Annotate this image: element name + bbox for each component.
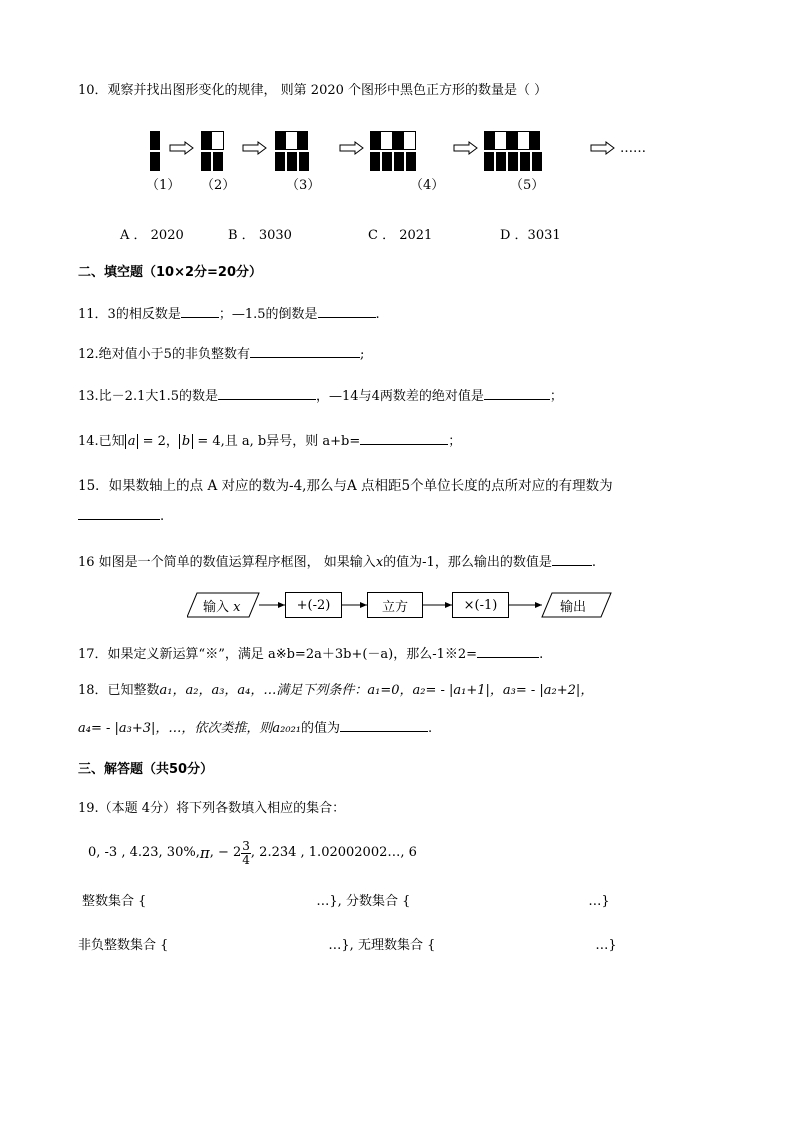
question-10: 10．观察并找出图形变化的规律， 则第 2020 个图形中黑色正方形的数量是（ ） — [78, 83, 548, 98]
question-17 — [78, 643, 543, 664]
option-b: B ． 3030 — [228, 228, 292, 243]
flow-output-label: 输出 — [560, 600, 587, 615]
black-square — [406, 152, 416, 171]
q18-text-line2b: 的值为 — [301, 721, 341, 736]
black-square — [201, 152, 211, 171]
black-square — [393, 131, 403, 150]
question-19-title: 19.（本题 4分）将下列各数填入相应的集合： — [78, 801, 346, 816]
arrow-head-icon — [535, 602, 542, 608]
q18-target: a₂₀₂₁ — [272, 721, 302, 736]
black-square — [275, 131, 285, 150]
answer-blank[interactable] — [318, 303, 376, 318]
white-square — [403, 131, 416, 150]
q18-text-intro: 18．已知整数 — [78, 683, 160, 698]
black-square — [370, 152, 380, 171]
black-square — [287, 152, 297, 171]
q19-numbers-c: , 2.23̇4̇ , 1.02002002…, 6 — [250, 845, 417, 860]
right-arrow-icon — [339, 141, 365, 155]
q18-sequence: a₁，a₂，a₃，a₄，…满足下列条件：a₁=0，a₂= - |a₁+1|，a₃= - |a₂+2|， — [159, 683, 594, 698]
black-square — [520, 152, 530, 171]
q15-text-b: . — [160, 509, 165, 524]
answer-blank[interactable] — [484, 385, 550, 400]
flow-input-text: 输入 — [203, 600, 230, 615]
section-score: （10×2分=20分） — [143, 265, 263, 280]
answer-blank[interactable] — [78, 505, 160, 520]
answer-blank[interactable] — [477, 643, 539, 658]
option-c: C ． 2021 — [368, 228, 433, 243]
set-irrational-end: …} — [595, 938, 617, 953]
white-square — [380, 131, 393, 150]
section-3-heading — [78, 761, 213, 779]
arrow-head-icon — [278, 602, 285, 608]
black-square — [508, 152, 518, 171]
right-arrow-icon — [590, 141, 616, 155]
answer-blank[interactable] — [181, 303, 219, 318]
figure-caption-5: （5） — [510, 178, 545, 193]
question-18-line-2 — [78, 717, 432, 738]
question-14 — [78, 430, 461, 451]
answer-blank[interactable] — [360, 430, 448, 445]
q13-text-a: 13.比－2.1大1.5的数是 — [78, 389, 219, 404]
fraction-three-quarters — [241, 840, 251, 867]
black-square — [275, 152, 285, 171]
q16-text-c: . — [591, 555, 596, 570]
abs-a: a — [125, 434, 139, 449]
answer-blank[interactable] — [218, 385, 316, 400]
black-square — [530, 131, 540, 150]
set-integers-label: 整数集合 { — [82, 894, 147, 909]
figure-caption-3: （3） — [286, 178, 321, 193]
q11-text-a: 11．3的相反数是 — [78, 307, 181, 322]
black-square — [484, 131, 494, 150]
right-arrow-icon — [169, 141, 195, 155]
q14-text-eq2: = 4,且 a, b异号，则 a+b= — [193, 434, 361, 449]
black-square — [507, 131, 517, 150]
right-arrow-icon — [453, 141, 479, 155]
q19-numbers-a: 0, -3 , 4.23, 30%, — [88, 845, 200, 860]
section-2-heading — [78, 264, 262, 282]
set-fractions-label: …}, 分数集合 { — [316, 894, 411, 909]
question-12 — [78, 343, 364, 364]
ellipsis: …… — [620, 141, 646, 156]
pi-symbol: π — [199, 844, 210, 862]
q11-text-c: . — [375, 307, 380, 322]
answer-blank[interactable] — [250, 343, 360, 358]
set-nonneg-label: 非负整数集合 { — [78, 938, 169, 953]
q18-text-line2: a₄= - |a₃+3|，…，依次类推，则 — [78, 721, 273, 736]
black-square — [299, 152, 309, 171]
q14-text-c: ； — [448, 434, 462, 449]
q16-text-b: 的值为-1，那么输出的数值是 — [383, 555, 552, 570]
set-integers-row — [82, 893, 610, 911]
abs-b: b — [179, 434, 193, 449]
question-11 — [78, 303, 380, 324]
q16-text-a: 16 如图是一个简单的数值运算程序框图， 如果输入 — [78, 555, 376, 570]
q14-text-eq1: = 2， — [138, 434, 179, 449]
flow-input-variable: x — [233, 600, 241, 615]
arrow-head-icon — [445, 602, 452, 608]
question-18-line-1 — [78, 682, 593, 700]
q18-text-end: . — [428, 721, 433, 736]
black-square — [370, 131, 380, 150]
q12-text-a: 12.绝对值小于5的非负整数有 — [78, 347, 250, 362]
figure-caption-2: （2） — [201, 178, 236, 193]
q14-text-a: 14.已知 — [78, 434, 125, 449]
black-square — [150, 131, 160, 150]
black-square — [484, 152, 494, 171]
section-title: 三、解答题（共50分） — [78, 762, 214, 777]
section-title: 二、填空题 — [78, 265, 144, 280]
fraction-numerator: 3 — [242, 838, 250, 853]
fraction-denominator: 4 — [242, 852, 250, 867]
question-15: 15．如果数轴上的点 A 对应的数为-4,那么与A 点相距5个单位长度的点所对应的有理数为 — [78, 478, 613, 494]
black-square — [150, 152, 160, 171]
black-square — [213, 152, 223, 171]
figure-caption-4: （4） — [410, 178, 445, 193]
question-13 — [78, 385, 563, 406]
q13-text-b: ，—14与4两数差的绝对值是 — [316, 389, 484, 404]
black-square — [382, 152, 392, 171]
black-square — [496, 152, 506, 171]
white-square — [494, 131, 507, 150]
figure-caption-1: （1） — [146, 178, 181, 193]
flowchart — [187, 592, 612, 618]
white-square — [285, 131, 298, 150]
set-irrational-label: …}, 无理数集合 { — [328, 938, 436, 953]
q17-text-a: 17．如果定义新运算“※”，满足 a※b=2a＋3b+(－a)，那么-1※2= — [78, 647, 478, 662]
black-square — [532, 152, 542, 171]
flow-step-multiply: ×(-1) — [452, 592, 509, 618]
q11-text-b: ；—1.5的倒数是 — [218, 307, 318, 322]
flow-step-cube: 立方 — [367, 592, 423, 618]
black-square — [201, 131, 211, 150]
question-16 — [78, 551, 596, 572]
answer-blank[interactable] — [340, 717, 428, 732]
answer-blank[interactable] — [552, 551, 592, 566]
q13-text-c: ； — [549, 389, 563, 404]
option-d: D ．3031 — [500, 228, 561, 243]
set-nonneg-row — [78, 937, 617, 955]
option-a: A ． 2020 — [120, 228, 184, 243]
black-square — [298, 131, 308, 150]
question-15-answer — [78, 505, 164, 526]
set-fractions-end: …} — [588, 894, 610, 909]
question-19-numbers — [88, 838, 417, 868]
flow-step-add: +(-2) — [285, 592, 342, 618]
arrow-head-icon — [360, 602, 367, 608]
white-square — [517, 131, 530, 150]
white-square — [211, 131, 224, 150]
q19-numbers-b: , − 2 — [209, 845, 242, 860]
q12-text-b: ; — [359, 347, 365, 362]
variable-x: x — [375, 555, 384, 570]
black-square — [394, 152, 404, 171]
right-arrow-icon — [242, 141, 268, 155]
q17-text-b: . — [539, 647, 544, 662]
flow-input-label — [203, 596, 241, 615]
